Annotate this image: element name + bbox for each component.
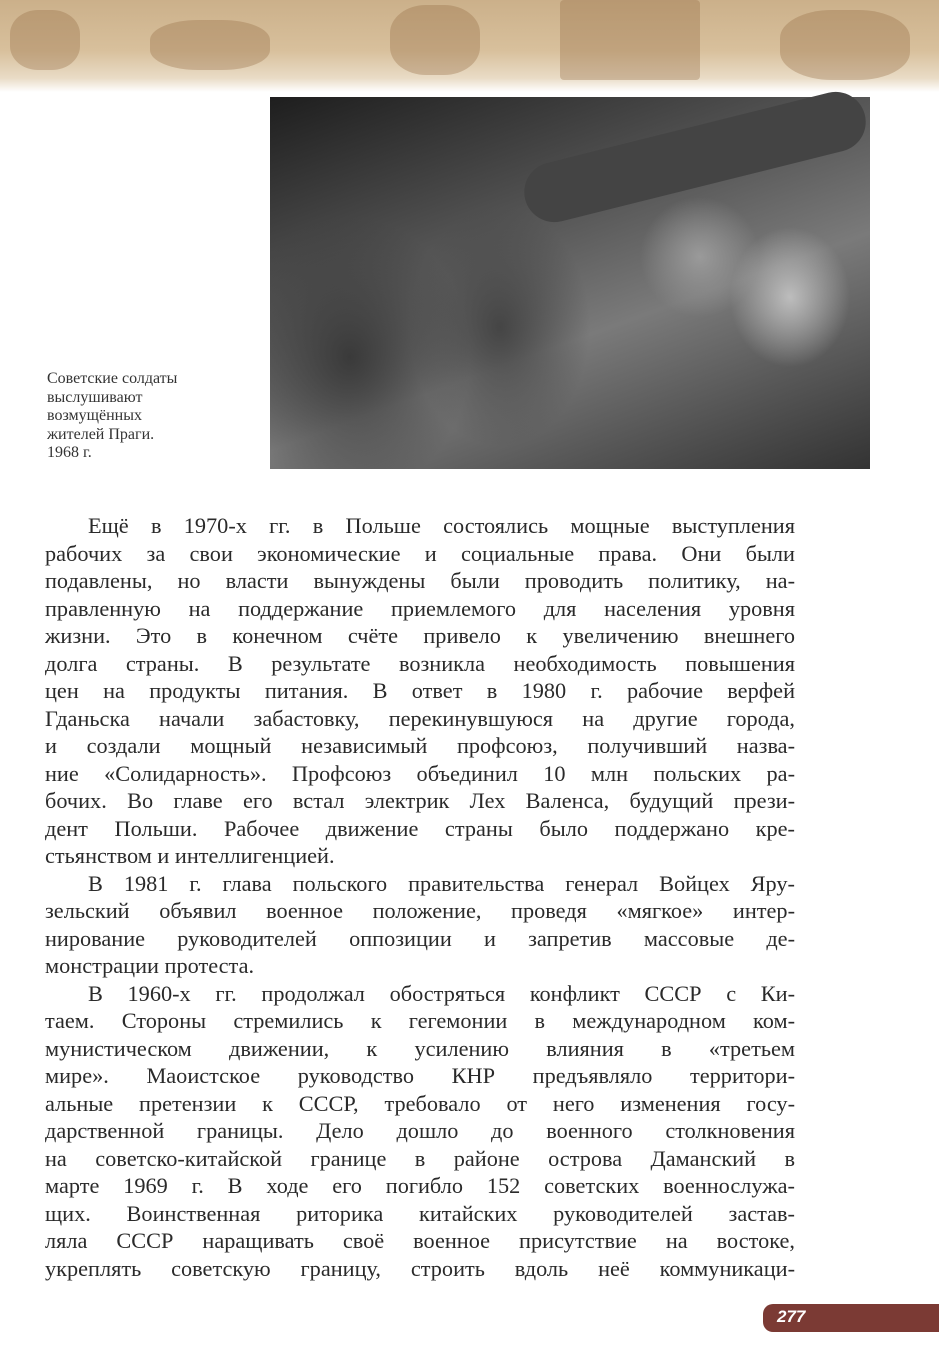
- text-line: В 1960-х гг. продолжал обостряться конфликт СССР с Ки-: [88, 980, 795, 1006]
- caption-line: возмущённых: [47, 407, 142, 424]
- text-line: ние «Солидарность». Профсоюз объединил 10 млн польских ра-: [45, 760, 795, 786]
- decorative-header-banner: [0, 0, 939, 92]
- text-line: Ещё в 1970-х гг. в Польше состоялись мощные выступления: [88, 513, 795, 538]
- paragraph: [45, 980, 795, 1283]
- text-line: В 1981 г. глава польского правительства генерал Войцех Яру-: [88, 870, 795, 896]
- text-line: долга страны. В результате возникла необходимость повышения: [45, 650, 795, 676]
- text-line: зельский объявил военное положение, проведя «мягкое» интер-: [45, 898, 795, 923]
- text-line: нирование руководителей оппозиции и запретив массовые де-: [45, 925, 795, 951]
- paragraph: [45, 512, 795, 870]
- text-line: ляла СССР наращивать своё военное присутствие на востоке,: [45, 1228, 795, 1253]
- text-line: марте 1969 г. В ходе его погибло 152 советских военнослужа-: [45, 1173, 795, 1198]
- text-line: дарственной границы. Дело дошло до военного столкновения: [45, 1118, 795, 1143]
- caption-line: Советские солдаты: [47, 370, 178, 387]
- text-line: цен на продукты питания. В ответ в 1980 г. рабочие верфей: [45, 678, 795, 703]
- text-line: бочих. Во главе его встал электрик Лех Валенса, будущий прези-: [45, 788, 795, 813]
- text-line: рабочих за свои экономические и социальные права. Они были: [45, 540, 795, 566]
- text-line: жизни. Это в конечном счёте привело к увеличению внешнего: [45, 623, 795, 648]
- caption-line: выслушивают: [47, 388, 143, 406]
- photo-soviet-soldiers-prague: [270, 97, 870, 469]
- text-line: альные претензии к СССР, требовало от него изменения госу-: [45, 1090, 795, 1116]
- text-line: мунистическом движении, к усилению влияния в «третьем: [45, 1035, 795, 1061]
- caption-line: жителей Праги.: [47, 425, 155, 443]
- caption-line: 1968 г.: [47, 444, 92, 461]
- tank-barrel: [518, 86, 872, 229]
- body-text: [45, 512, 795, 1282]
- text-line: на советско-китайской границе в районе острова Даманский в: [45, 1145, 795, 1171]
- photo-caption: [47, 370, 177, 463]
- page-number: 277: [777, 1307, 806, 1326]
- text-line: монстрации протеста.: [45, 953, 255, 978]
- text-line: стьянством и интеллигенцией.: [45, 843, 335, 868]
- text-line: мире». Маоистское руководство КНР предъявляло территори-: [45, 1063, 795, 1088]
- text-line: правленную на поддержание приемлемого для населения уровня: [45, 595, 795, 621]
- text-line: щих. Воинственная риторика китайских руководителей застав-: [45, 1200, 795, 1226]
- text-line: укреплять советскую границу, строить вдоль неё коммуникаци-: [45, 1255, 795, 1281]
- text-line: дент Польши. Рабочее движение страны было поддержано кре-: [45, 815, 795, 841]
- text-line: подавлены, но власти вынуждены были проводить политику, на-: [45, 568, 795, 593]
- text-line: таем. Стороны стремились к гегемонии в международном ком-: [45, 1008, 795, 1033]
- page-number-bar: [763, 1304, 939, 1332]
- text-line: Гданьска начали забастовку, перекинувшуюся на другие города,: [45, 705, 795, 731]
- text-line: и создали мощный независимый профсоюз, получивший назва-: [45, 733, 795, 758]
- paragraph: [45, 870, 795, 980]
